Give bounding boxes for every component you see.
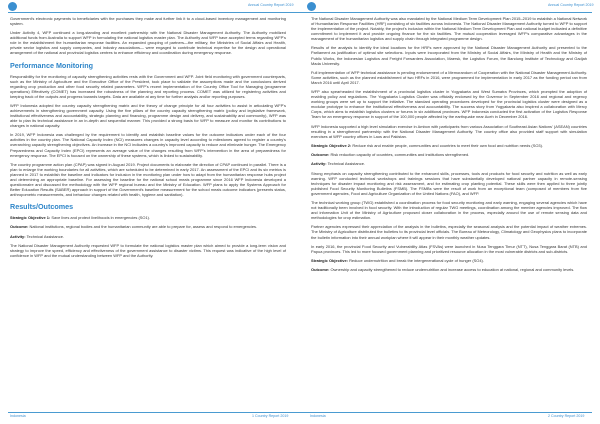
label: Strategic Objective: [311, 258, 348, 264]
text: Technical Assistance. [326, 161, 365, 167]
text: Reduce undernutrition and break the intergenerational cycle of hunger (SO4). [347, 258, 484, 264]
footer-divider [8, 412, 592, 413]
activity [10, 234, 286, 239]
label: Activity: [10, 233, 26, 239]
outcome [311, 267, 587, 272]
footer-page-right: 2 Country Report 2019 [548, 414, 585, 418]
paragraph: Responsibility for the monitoring of capacity strengthening activities rests with the Government and WFP. Joint field monitoring with government counterparts, such as the Ministry of Agriculture and the Executive Office of the President, took place to validate the assumptions made and the conclusions derived regarding crop production and other food security related parameters. WFP's recent implementation of the Country Office Tool for Managing (programme operations) Effectively (COMET) has increased the robustness of the planning and reporting process. COMET was utilized for registering activities and keeping track of the outputs and progress towards targets. Data are available at any time for further analysis and/or reporting purposes. [10, 73, 286, 99]
text: Reduce risk and enable people, communities and countries to meet their own food and nutrition needs (SO3). [351, 142, 544, 148]
paragraph: The National Disaster Management Authority was also mandated by the National Medium Term Development Plan 2015–2019 to establish a National Network of Humanitarian Response Facilities (HRF) consisting of six facilities across Indonesia. The National Disaster Management Authority turned to WFP to support the implementation of the project. Notably, the project's inclusion within the National Medium Term Development Plan and national budget indicated a definitive commitment to implement it and provide ongoing finance for the six facilities. The mutual cooperation leveraged WFP's comparative advantages in the management of the humanitarian logistics and supply chain through integrated programme design. [311, 16, 587, 42]
paragraph: The technical working group (TWG) established a coordination process for food security monitoring and early warning, engaging several agencies which have not traditionally been involved in food security. With the introduction of regular TWG meetings, coordination among the member agencies improved. The flow and information Unit of the Ministry of Agriculture proposed closer collaboration in the process, especially around the use of remote sensing data and methodologies for crop estimation. [311, 200, 587, 221]
label: Outcome: [311, 152, 330, 158]
strategic-objective [311, 258, 587, 263]
paragraph: Full implementation of WFP technical assistance is pending endorsement of a Memorandum of Cooperation with the National Disaster Management Authority. Some activities, such as the planned establishment of two HRFs in 2016, were programmed for implementation in early 2017 as the funding period ran from March 2016 until April 2017. [311, 69, 587, 85]
label: Outcome: [10, 224, 29, 230]
text: Ownership and capacity strengthened to reduce undernutrition and increase access to education at national, regional and community levels. [329, 267, 575, 273]
label: Activity: [311, 161, 327, 167]
text: Save lives and protect livelihoods in emergencies (SO1). [50, 215, 151, 221]
section-heading-performance: Performance Monitoring [10, 60, 94, 70]
strategic-objective [10, 215, 286, 220]
text: National institutions, regional bodies and the humanitarian community are able to prepare for, assess and respond to emergencies. [28, 224, 258, 230]
text: Risk reduction capacity of countries, communities and institutions strengthened. [329, 152, 470, 158]
paragraph: Under Activity 4, WFP continued a long-standing and excellent partnership with the National Disaster Management Authority. The Authority mobilized additional funds from Australia to support WFP in formulating the national logistics master plan. The Authority and WFP have accepted terms regarding WFP's role in the establishment the humanitarian response facilities. An expanded grouping of partners—the military, the Ministries of Social Affairs and Health, private sector logistics and supply companies, and industry associations— were engaged to contribute technical expertise for the design and operational arrangement of the national and provincial logistics centres to enhance efficiency and coordination during emergency response. [10, 30, 286, 56]
footer-country-left: Indonesia [10, 414, 26, 418]
paragraph: The country programme action plan (CPAP) was signed in August 2019. Project documents to elaborate the direction of CPAP continued in parallel. There is a plan to enlarge the working boundaries for all activities, which are scheduled to be determined in early 2017. An assessment of the EPCI and its six metrics is planned in 2017 to establish the baseline and indicators for inclusion in the monitoring plan under how to adapt from the humanitarian response hubs project and determining an appropriate baseline. For assessing the baseline for the national school meals programme since 2016 WFP Indonesia developed a questionnaire and discussed the methodology with the WFP regional bureau and the Ministry of Education. WFP plans to apply the Systems Approach for Better Education Results (SABER) approach in support of the Government's baseline measurement for the school meals outcome indicators (presents status, anthropometric measurements, and behaviour changes related with health, hygiene and sanitation). [10, 161, 286, 198]
paragraph: Government's electronic payments to beneficiaries with the purchases they make and further link it to a cloud-based inventory management and monitoring system. [10, 16, 286, 27]
paragraph: WFP also spearheaded the establishment of a provincial logistics cluster in Yogyakarta and West Sumatra Provinces, which prompted the adoption of enabling policy and regulations. The Yogyakarta Logistics Cluster was officially endorsed by the Governor in September 2016 and regional and regency working groups were set up to support the initiative. The standard operating procedures developed for the provincial logistics cluster were designed as a modular prototype to enhance the institutional effectiveness and accountability. The success story from Yogyakarta also inspired a collaboration with Mercy Corps, which aims to establish logistics clusters or forums in six additional provinces. WFP Indonesia conducted the first activation of the Logistics Response Team for an emergency response in support of the 100,000 people affected by the earthquake near Aceh in December 2016. [311, 89, 587, 120]
paragraph: The National Disaster Management Authority requested WFP to formulate the national logistics master plan which aimed to provide a long-term vision and strategy to improve the speed, efficiency and effectiveness of the government assistance to disaster victims. This request was indicative of the high level of confidence in WFP and the mutual understanding between WFP and the Authority. [10, 242, 286, 258]
outcome [311, 152, 587, 157]
activity [311, 161, 587, 166]
footer-page-left: 1 Country Report 2019 [252, 414, 289, 418]
paragraph: In 2019, WFP Indonesia was challenged by the requirement to identify and establish baseline values for the outcome indicators under each of the four activities in the country plan. The National Capacity Index (NCI) measures changes in capacity level according to milestones agreed to register a country's overarching capacity strengthening objectives. An increase in the NCI indicates a country's improved capacity to reduce and eliminate hunger. The Emergency Preparedness and Capacity Index (EPCI) represents an average value of the changes resulting from WFP's intervention in the area of preparedness for emergency response. The EPCI is focused on the ownership of these systems, which is linked to sustainability. [10, 132, 286, 158]
wfp-logo-icon [8, 2, 17, 11]
section-heading-results: Results/Outcomes [10, 202, 74, 212]
header-title-right: Annual Country Report 2019 [548, 3, 594, 7]
header-divider [8, 12, 592, 13]
paragraph: Strong emphasis on capacity strengthening contributed to the enhanced skills, processes, tools and products for food security and nutrition as well as early warning. WFP conducted technical workshops and trainings sessions that have substantially developed national partner capacity in remote-sensing techniques for disaster impact monitoring and risk assessment, and for estimating crop planting potential. These skills were then applied to three jointly published Food Security Monitoring Bulletins (FSMB). The FSMBs were the result of work from an exceptional team (composed of members from five government agencies, Food and Agriculture Organization of the United Nations (FAO), and WFP. [311, 170, 587, 196]
paragraph: WFP Indonesia supported a high level simulation exercise in Ambon with participants from various Association of Southeast Asian Nations' (ASEAN) countries resulting in a strengthened partnership with the National Disaster Management Authority. The country office also provided staff support with simulation exercises at WFP country offices in Laos and Pakistan. [311, 123, 587, 139]
label: Strategic Objective 2: [311, 142, 352, 148]
paragraph: Partner agencies expressed their appreciation of the analysis in the bulletins, especially the seasonal analysis and the potential impact of weather extremes. The Ministry of Agriculture distributed the bulletins to its provincial level officials. The Bureau of Meteorology, Climatology and Geophysics plans to incorporate the bulletin information into their annual workplan where it will appear in their monthly weather updates. [311, 224, 587, 240]
header-title-left: Annual Country Report 2019 [248, 3, 294, 7]
paragraph: Results of the analysis to identify the ideal locations for the HRFs were approved by the National Disaster Management Authority and presented to the Parliament as justification of optimal site selections. Inputs were incorporated from the Ministry of Social Affairs, the Ministry of Health and the Ministry of Public Works, the Indonesian Logistics and Freight Forwarders Association, Maersk, the Logistics Forum, the Bandung Institute of Technology and Gadjah Mada University. [311, 45, 587, 66]
outcome [10, 224, 286, 229]
text: Technical Assistance. [25, 233, 64, 239]
left-column [10, 16, 286, 262]
label: Outcome: [311, 267, 330, 273]
paragraph: In early 2016, the provincial Food Security and Vulnerability Atlas (FSVAs) were launched in Nusa Tenggara Timur (NTT), Nusa Tenggara Barat (NTB) and Papua provinces. This led to more focused government planning and prioritized resource allocation in the most vulnerable districts and sub-districts. [311, 243, 587, 254]
label: Strategic Objective 1: [10, 215, 51, 221]
strategic-objective [311, 143, 587, 148]
paragraph: WFP Indonesia adopted the country capacity strengthening matrix and the theory of change principle for all four activities to assist in articulating WFP's achievements in strengthening government capacity. Using the five pillars of the country capacity strengthening matrix (policy and legislative framework, institutional effectiveness and accountability, strategic planning and financing, programme design and delivery, and sustainability and community), WFP was able to plan its technical assistance in an in-depth and sequential manner. This provided a strong basis for WFP to measure and monitor its contributions to changes in national capacity. [10, 102, 286, 129]
footer-country-right: Indonesia [310, 414, 326, 418]
wfp-logo-icon [307, 2, 316, 11]
right-column [311, 16, 587, 277]
